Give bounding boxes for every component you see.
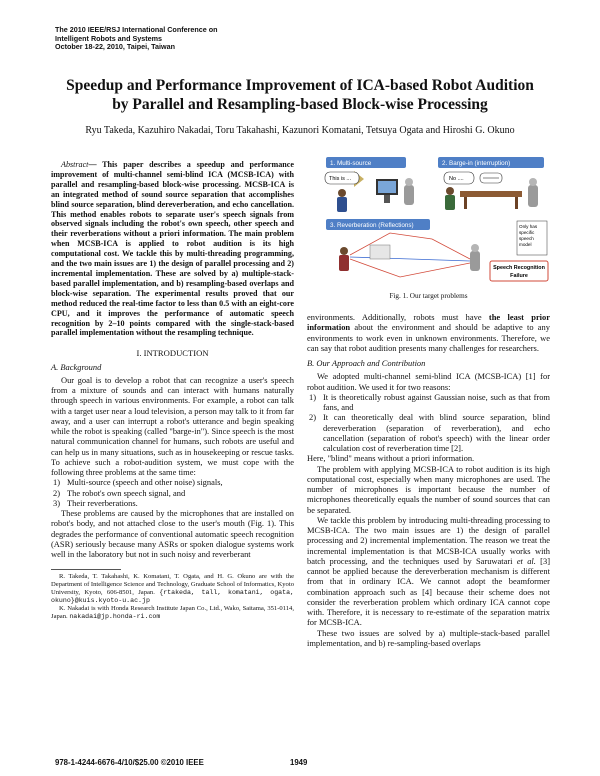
abstract — [51, 160, 294, 338]
list-item — [307, 392, 550, 413]
label-multi-source: 1. Multi-source — [330, 160, 372, 167]
list-number: 1) — [53, 477, 61, 488]
paragraph-background-2: These problems are caused by the microphones that are installed on robot's body, and not attached close to the user's mouth (Fig. 1). This degrades the performance of conventional automatic speech recognition (ASR) seriously because many ASRs or spoken dialogue systems work well in the laboratory but not in such noisy and reverberant — [51, 508, 294, 560]
tv-screen — [378, 181, 396, 193]
conference-header — [55, 26, 315, 52]
paragraph-background-1: Our goal is to develop a robot that can recognize a user's speech from a mixture of sounds and can interact with humans naturally through speech in various environments. For example, a robot can talk with a target user near a loud television, a person may talk to it from far away, and a user can interrupt a robot's utterance and begin speaking while the robot is speaking (called "barge-in"). Since speech is the most natural communication channel for humans, such robots are useful and can help us in many situations, such as in housekeeping or rescue tasks. To achieve such a robot-audition system, we must cope with the following three problems at the same time: — [51, 374, 294, 478]
list-item — [51, 477, 294, 487]
conference-line-3: October 18-22, 2010, Taipei, Taiwan — [55, 42, 175, 52]
paragraph-tackle-text-a: We tackle this problem by introducing multi-threading processing to MCSB-ICA. The two main issues are 1) the design of parallel processing and 2) incremental implementation. The reason we treat the incremental implementation is that MCSB-ICA usually works with batch processing, and the techniques used by Saruwatari — [307, 514, 550, 566]
list-number: 2) — [53, 487, 61, 498]
table-leg-left — [464, 197, 467, 209]
note-line: specific — [519, 230, 535, 235]
note-line: Only has — [519, 224, 538, 229]
failure-line-2: Failure — [510, 273, 528, 279]
list-item — [51, 498, 294, 508]
room-wall-panel — [370, 245, 390, 259]
paragraph-environments-bold: the least prior information — [307, 312, 550, 333]
person-2-head — [446, 187, 454, 195]
list-number: 1) — [309, 391, 317, 402]
robot-1-head — [405, 178, 413, 186]
abstract-text: — This paper describes a speedup and performance improvement of multi-channel semi-blind ICA (MCSB-ICA) with parallel and resampling-based block-wise processing. MCSB-ICA is an integrated method of sound source separation that accomplishes blind source separation, blind dereverberation, and echo cancellation. This method enables robots to separate user's speech signals from observed signals including the robot's own speech, other speech and their reverberations without a priori information. The main problem when MCSB-ICA is applied to robot audition is its high computational cost. We tackle this by multi-threading programming, and the two main issues are 1) the design of parallel processing and 2) incremental implementation. These are solved by a) multiple-stack-based parallel implementation, and b) resampling-based overlaps and block-wise separation. The experimental results proved that our method reduced the real-time factor to less than 0.5 with an eight-core CPU, and it improves the performance of automatic speech recognition by 2–10 points compared with the single-stack-based parallel implementation without the resampling technique. — [51, 160, 294, 338]
note-line: speech — [519, 236, 534, 241]
paragraph-problem: The problem with applying MCSB-ICA to robot audition is its high computational cost, especially when many microphones are used. The number of microphones is important because the number of microphones theoretically equals the number of sound sources that can be separated. — [307, 463, 550, 515]
list-text: The robot's own speech signal, and — [67, 487, 186, 498]
footnote-1 — [51, 573, 294, 605]
problem-list — [51, 477, 294, 508]
paragraph-blind-definition: Here, "blind" means without a priori information. — [307, 453, 475, 464]
title-line-1: Speedup and Performance Improvement of ICA-based Robot Audition — [66, 77, 534, 94]
figure-target-problems — [320, 155, 550, 287]
person-3-body — [339, 255, 349, 271]
subsection-heading-background: A. Background — [51, 361, 102, 372]
paragraph-approach-1: We adopted multi-channel semi-blind ICA (MCSB-ICA) [1] for robot audition. We used it for two reasons: — [307, 371, 550, 392]
reason-list — [307, 392, 550, 454]
speech-bubble-1-text: This is ... — [329, 176, 352, 182]
list-text: Multi-source (speech and other noise) signals, — [67, 477, 223, 488]
conference-line-1: The 2010 IEEE/RSJ International Conference on — [55, 25, 218, 34]
person-1-body — [337, 197, 347, 212]
title-line-2: by Parallel and Resampling-based Block-wise Processing — [112, 96, 488, 113]
list-text: It can theoretically deal with blind source separation, blind dereverberation (separation of reverberation), and echo cancellation (separation of robot's speech) with the linear order calculation cost of reverberation time [2]. — [323, 412, 550, 453]
right-column — [307, 312, 550, 648]
table-leg-right — [515, 197, 518, 209]
paragraph-tackle-etal: et al. — [516, 555, 536, 566]
person-1-head — [338, 189, 346, 197]
paragraph-solution: These two issues are solved by a) multiple-stack-based parallel implementation, and b) re-sampling-based overlaps — [307, 627, 550, 648]
person-3-head — [340, 247, 348, 255]
table-icon — [460, 191, 522, 197]
footer-page-number: 1949 — [290, 758, 308, 767]
list-item — [307, 412, 550, 453]
conference-line-2: Intelligent Robots and Systems — [55, 33, 163, 43]
paragraph-tackle — [307, 515, 550, 628]
left-column — [51, 160, 294, 621]
paragraph-environments — [307, 312, 550, 353]
list-number: 3) — [53, 497, 61, 508]
list-text: Their reverberations. — [67, 497, 138, 508]
label-barge-in: 2. Barge-in (interruption) — [442, 160, 511, 167]
paragraph-environments-text-b: about the environment and should be adaptive to any environments to work even in unknown environments. Therefore, we can say that robot audition presents many challenges for researchers. — [307, 322, 550, 353]
robot-3-icon — [470, 251, 480, 271]
figure-caption: Fig. 1. Our target problems — [389, 292, 468, 300]
tv-stand — [384, 195, 390, 203]
footnote-rule — [51, 569, 121, 570]
robot-3-head — [471, 244, 479, 252]
footnote-2 — [51, 605, 294, 621]
paragraph-tackle-text-b: [3] cannot be applied because the dereverberation mechanism is different from that in ordinary ICA. We cannot adopt the beamformer combination approach such as [4] because their scheme does not consider the reverberation problem which ordinary ICA cannot cope with. Therefore, it is necessary to re-estimate of the separation matrix for MCSB-ICA. — [307, 555, 551, 628]
list-text: It is theoretically robust against Gaussian noise, such as that from fans, and — [323, 391, 550, 412]
speech-bubble-2-text: No .... — [449, 176, 464, 182]
footnote-2-text: K. Nakadai is with Honda Research Institute Japan Co., Ltd., Wako, Saitama, 351-0114, Japan. — [51, 604, 294, 620]
footer-copyright: 978-1-4244-6676-4/10/$25.00 ©2010 IEEE — [55, 758, 204, 767]
paragraph-environments-text-a: environments. Additionally, robots must have — [307, 312, 489, 322]
subsection-heading-approach: B. Our Approach and Contribution — [307, 358, 426, 368]
section-heading-introduction: I. INTRODUCTION — [136, 348, 209, 359]
list-item — [51, 488, 294, 498]
note-line: model — [519, 242, 532, 247]
robot-1-icon — [404, 185, 414, 205]
person-2-body — [445, 195, 455, 210]
failure-line-1: Speech Recognition — [493, 265, 545, 271]
author-list: Ryu Takeda, Kazuhiro Nakadai, Toru Takahashi, Kazunori Komatani, Tetsuya Ogata and Hiroshi G. Okuno — [85, 125, 515, 136]
list-number: 2) — [309, 412, 317, 423]
footnote-1-email[interactable]: {rtakeda, tall, komatani, ogata, okuno}@kuis.kyoto-u.ac.jp — [51, 589, 295, 605]
paper-title — [40, 76, 560, 114]
footnote-2-email[interactable]: nakadai@jp.honda-ri.com — [69, 612, 161, 620]
robot-2-head — [529, 178, 537, 186]
abstract-label: Abstract — [61, 160, 89, 169]
robot-2-icon — [528, 185, 538, 207]
footnote-1-text: R. Takeda, T. Takahashi, K. Komatani, T. Ogata, and H. G. Okuno are with the Department of Intelligence Science and Technology, Graduate School of Informatics, Kyoto University, Kyoto, 606-8501, Japan. — [51, 573, 294, 597]
label-reverberation: 3. Reverberation (Reflections) — [330, 222, 414, 229]
